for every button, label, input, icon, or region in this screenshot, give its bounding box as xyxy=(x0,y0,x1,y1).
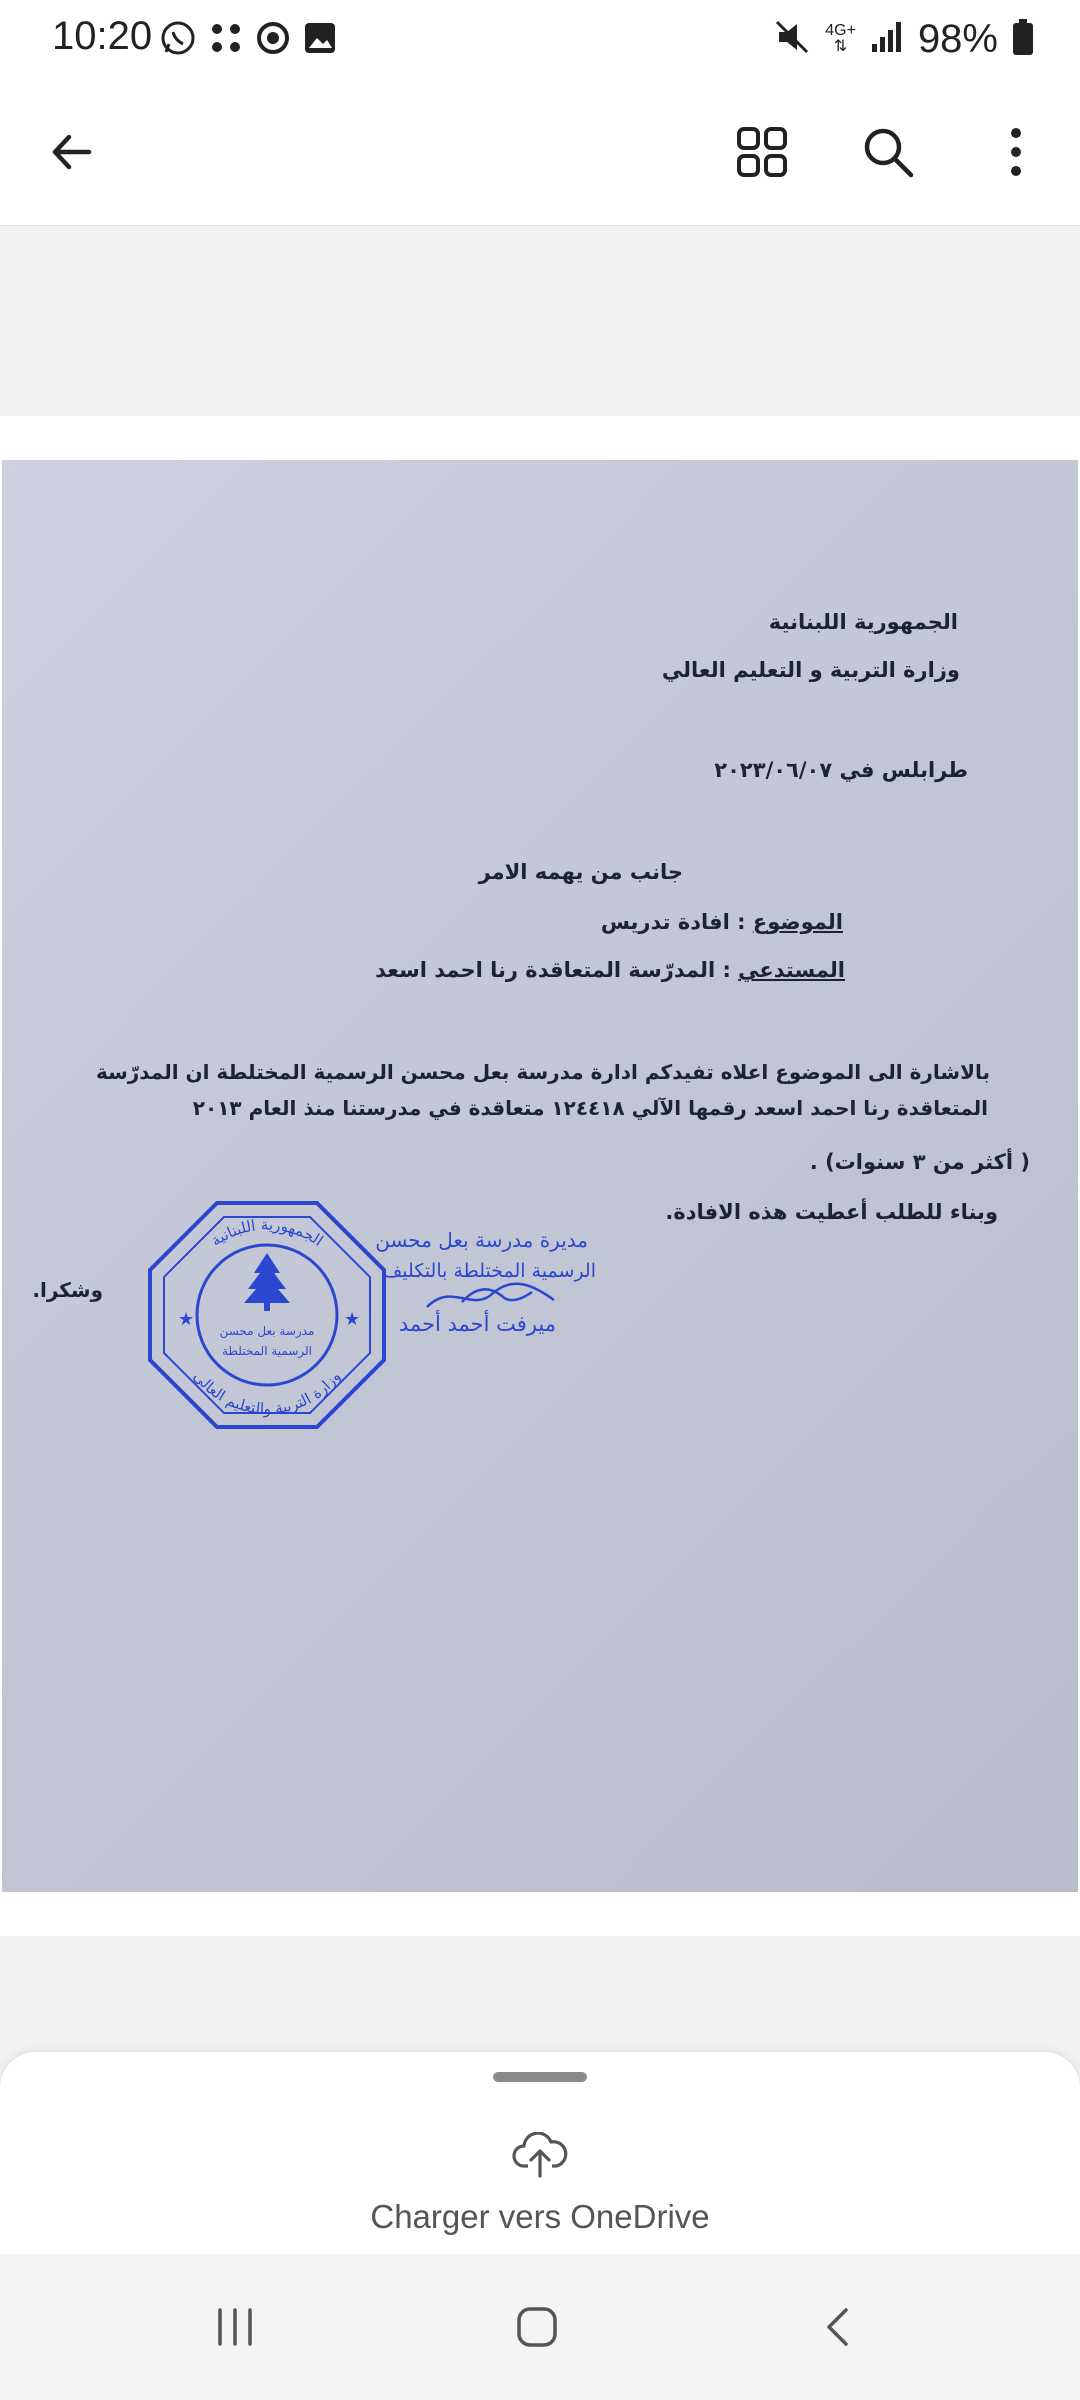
doc-applicant xyxy=(375,958,845,982)
gallery-icon xyxy=(302,20,338,61)
back-arrow-icon xyxy=(47,127,97,182)
handwritten-signature xyxy=(422,1272,562,1322)
doc-ministry: وزارة التربية و التعليم العالي xyxy=(661,658,960,682)
sheet-drag-handle[interactable] xyxy=(493,2072,587,2082)
document-viewer[interactable] xyxy=(0,226,1080,2056)
home-icon xyxy=(514,2304,560,2355)
network-label: 4G+ xyxy=(825,22,856,39)
doc-body-line2: المتعاقدة رنا احمد اسعد رقمها الآلي ١٢٤٤١٨ متعاقدة في مدرستنا منذ العام ٢٠١٣ xyxy=(192,1096,988,1120)
official-stamp xyxy=(142,1195,392,1435)
status-bar xyxy=(0,0,1080,80)
notification-icon xyxy=(254,19,292,62)
search-icon xyxy=(861,125,915,184)
app-grid-icon xyxy=(208,20,244,61)
data-icon: 4G+ ⇅ xyxy=(825,22,856,55)
doc-date-line: طرابلس في ٢٠٢٣/٠٦/٠٧ xyxy=(714,758,968,782)
signature-line2: الرسمية المختلطة بالتكليف xyxy=(382,1260,596,1282)
navigation-bar xyxy=(0,2254,1080,2400)
document-photo xyxy=(2,460,1078,1892)
grid-view-button[interactable] xyxy=(726,118,798,190)
status-icons-right xyxy=(773,14,1034,64)
signature-name: ميرفت أحمد أحمد xyxy=(398,1312,556,1336)
back-button[interactable] xyxy=(36,118,108,190)
whatsapp-icon xyxy=(158,18,198,63)
upload-label: Charger vers OneDrive xyxy=(370,2198,710,2235)
svg-text:★: ★ xyxy=(178,1309,195,1330)
battery-icon xyxy=(1012,19,1034,60)
doc-subject-value: : افادة تدريس xyxy=(600,910,746,934)
doc-body-line3: ( أكثر من ٣ سنوات) . xyxy=(809,1150,1030,1174)
signal-icon xyxy=(870,20,904,59)
upload-to-onedrive-button[interactable] xyxy=(300,2132,780,2242)
back-icon xyxy=(816,2304,862,2355)
app-bar xyxy=(0,80,1080,226)
svg-text:الرسمية المختلطة: الرسمية المختلطة xyxy=(221,1344,313,1358)
bottom-sheet xyxy=(0,2052,1080,2254)
doc-addressee: جانب من يهمه الامر xyxy=(478,860,683,884)
mute-icon xyxy=(773,18,811,61)
svg-text:★: ★ xyxy=(344,1309,361,1330)
more-vert-icon xyxy=(1006,125,1026,184)
status-time: 10:20 xyxy=(52,14,153,58)
battery-percent: 98% xyxy=(917,16,998,61)
doc-body-line1: بالاشارة الى الموضوع اعلاه تفيدكم ادارة مدرسة بعل محسن الرسمية المختلطة ان المدرّسة xyxy=(95,1060,990,1084)
svg-text:مدرسة بعل محسن: مدرسة بعل محسن xyxy=(219,1324,315,1338)
system-back-button[interactable] xyxy=(794,2284,884,2374)
svg-text:الجمهورية اللبنانية: الجمهورية اللبنانية xyxy=(207,1215,327,1250)
recent-apps-icon xyxy=(212,2304,258,2355)
doc-body-line4: وبناء للطلب أعطيت هذه الافادة. xyxy=(665,1200,998,1224)
svg-text:وزارة التربية والتعليم العالي: وزارة التربية والتعليم العالي xyxy=(189,1367,345,1418)
document-page xyxy=(0,416,1080,1936)
cloud-upload-icon xyxy=(512,2132,568,2183)
doc-subject-label: الموضوع xyxy=(752,910,843,934)
doc-republic: الجمهورية اللبنانية xyxy=(768,610,958,634)
home-button[interactable] xyxy=(492,2284,582,2374)
status-icons-left xyxy=(158,20,338,60)
signature-line1: مديرة مدرسة بعل محسن xyxy=(375,1228,588,1252)
recent-apps-button[interactable] xyxy=(190,2284,280,2374)
grid-view-icon xyxy=(735,125,789,184)
search-button[interactable] xyxy=(852,118,924,190)
doc-applicant-value: : المدرّسة المتعاقدة رنا احمد اسعد xyxy=(375,958,731,982)
doc-subject xyxy=(601,910,843,934)
doc-applicant-label: المستدعي xyxy=(738,958,845,982)
doc-thanks: وشكرا. xyxy=(32,1278,103,1302)
more-options-button[interactable] xyxy=(980,118,1052,190)
